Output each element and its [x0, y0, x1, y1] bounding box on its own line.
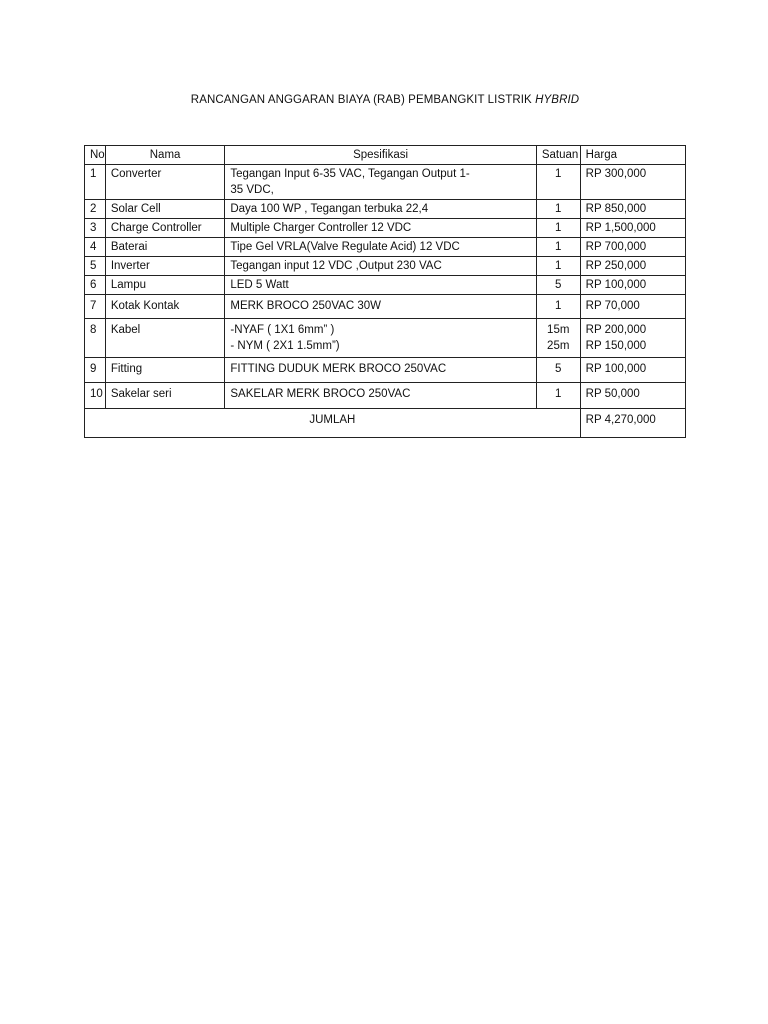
cell-harga-line: RP 300,000 — [585, 168, 647, 180]
cell-nama — [105, 200, 225, 219]
cell-no-text: 2 — [90, 203, 97, 215]
cell-spesifikasi-line: MERK BROCO 250VAC 30W — [230, 300, 381, 312]
cell-spesifikasi-line: SAKELAR MERK BROCO 250VAC — [230, 388, 411, 400]
cell-harga — [580, 165, 685, 200]
cell-satuan — [536, 219, 580, 238]
cell-spesifikasi — [225, 358, 536, 383]
cell-no — [85, 383, 106, 409]
cell-harga — [580, 238, 685, 257]
cell-spesifikasi — [225, 276, 536, 295]
cell-satuan — [536, 276, 580, 295]
title-italic: HYBRID — [535, 94, 580, 106]
cell-no-text: 5 — [90, 260, 97, 272]
cell-spesifikasi-line: Tipe Gel VRLA(Valve Regulate Acid) 12 VDC — [230, 241, 460, 253]
cell-spesifikasi — [225, 319, 536, 358]
cell-harga-line: RP 100,000 — [585, 279, 647, 291]
cell-harga-line: RP 700,000 — [585, 241, 647, 253]
cell-nama — [105, 295, 225, 319]
cell-harga-line: RP 50,000 — [585, 388, 640, 400]
cell-satuan — [536, 383, 580, 409]
rab-table — [84, 145, 686, 438]
cell-nama — [105, 276, 225, 295]
table-row — [85, 319, 686, 358]
table-row — [85, 358, 686, 383]
total-row — [85, 409, 686, 438]
cell-harga-line: RP 200,000 — [585, 324, 647, 336]
cell-no — [85, 295, 106, 319]
cell-no-text: 6 — [90, 279, 97, 291]
cell-satuan — [536, 295, 580, 319]
cell-spesifikasi-line: Daya 100 WP , Tegangan terbuka 22,4 — [230, 203, 429, 215]
cell-nama — [105, 219, 225, 238]
cell-satuan — [536, 238, 580, 257]
cell-satuan-line: 25m — [547, 340, 570, 352]
cell-harga-line: RP 100,000 — [585, 363, 647, 375]
cell-satuan-line: 1 — [555, 222, 562, 234]
cell-harga — [580, 276, 685, 295]
cell-satuan-line: 1 — [555, 300, 562, 312]
header-nama: Nama — [105, 146, 225, 165]
cell-harga — [580, 358, 685, 383]
cell-satuan-line: 1 — [555, 203, 562, 215]
cell-satuan-line: 1 — [555, 241, 562, 253]
cell-no — [85, 319, 106, 358]
document-title — [84, 94, 686, 106]
cell-no-text: 10 — [90, 388, 103, 400]
cell-no-text: 9 — [90, 363, 97, 375]
cell-nama — [105, 319, 225, 358]
cell-harga — [580, 319, 685, 358]
cell-spesifikasi — [225, 257, 536, 276]
cell-nama-text: Inverter — [110, 260, 150, 272]
cell-spesifikasi — [225, 219, 536, 238]
cell-no — [85, 276, 106, 295]
total-label: JUMLAH — [85, 409, 581, 438]
cell-spesifikasi-line: -NYAF ( 1X1 6mm” ) — [230, 324, 335, 336]
cell-nama-text: Kotak Kontak — [110, 300, 180, 312]
cell-spesifikasi-line: 35 VDC, — [230, 184, 274, 196]
cell-no — [85, 200, 106, 219]
table-row — [85, 165, 686, 200]
cell-satuan — [536, 358, 580, 383]
table-row — [85, 238, 686, 257]
cell-nama-text: Converter — [110, 168, 162, 180]
cell-spesifikasi-line: FITTING DUDUK MERK BROCO 250VAC — [230, 363, 447, 375]
header-harga: Harga — [580, 146, 685, 165]
cell-nama — [105, 238, 225, 257]
cell-spesifikasi — [225, 200, 536, 219]
cell-satuan-line: 15m — [547, 324, 570, 336]
cell-harga — [580, 219, 685, 238]
cell-no-text: 7 — [90, 300, 97, 312]
cell-spesifikasi — [225, 383, 536, 409]
cell-harga — [580, 200, 685, 219]
cell-no-text: 1 — [90, 168, 97, 180]
cell-satuan-line: 5 — [555, 363, 562, 375]
cell-spesifikasi-line: Tegangan Input 6-35 VAC, Tegangan Output 1- — [230, 168, 470, 180]
cell-satuan-line: 1 — [555, 388, 562, 400]
cell-satuan — [536, 200, 580, 219]
header-spesifikasi: Spesifikasi — [225, 146, 536, 165]
table-row — [85, 257, 686, 276]
cell-nama-text: Kabel — [110, 324, 141, 336]
table-row — [85, 276, 686, 295]
cell-nama-text: Solar Cell — [110, 203, 161, 215]
cell-nama — [105, 358, 225, 383]
cell-no — [85, 165, 106, 200]
cell-spesifikasi — [225, 165, 536, 200]
cell-harga-line: RP 1,500,000 — [585, 222, 656, 234]
cell-spesifikasi-line: LED 5 Watt — [230, 279, 289, 291]
cell-nama-text: Sakelar seri — [110, 388, 172, 400]
cell-satuan-line: 1 — [555, 168, 562, 180]
cell-nama — [105, 383, 225, 409]
table-body — [85, 165, 686, 409]
cell-harga — [580, 383, 685, 409]
cell-no — [85, 219, 106, 238]
header-no: No — [85, 146, 106, 165]
cell-spesifikasi-line: Tegangan input 12 VDC ,Output 230 VAC — [230, 260, 442, 272]
cell-spesifikasi — [225, 295, 536, 319]
cell-no-text: 4 — [90, 241, 97, 253]
cell-nama — [105, 257, 225, 276]
cell-spesifikasi-line: Multiple Charger Controller 12 VDC — [230, 222, 412, 234]
cell-satuan — [536, 319, 580, 358]
cell-no-text: 3 — [90, 222, 97, 234]
table-row — [85, 219, 686, 238]
cell-nama-text: Baterai — [110, 241, 148, 253]
cell-satuan — [536, 257, 580, 276]
cell-harga-line: RP 250,000 — [585, 260, 647, 272]
table-row — [85, 200, 686, 219]
cell-spesifikasi — [225, 238, 536, 257]
cell-nama-text: Fitting — [110, 363, 143, 375]
cell-satuan-line: 1 — [555, 260, 562, 272]
table-row — [85, 383, 686, 409]
header-satuan: Satuan — [536, 146, 580, 165]
cell-no — [85, 257, 106, 276]
cell-nama-text: Lampu — [110, 279, 146, 291]
title-main: RANCANGAN ANGGARAN BIAYA (RAB) PEMBANGKIT LISTRIK — [190, 94, 536, 106]
cell-no — [85, 358, 106, 383]
table-header-row — [85, 146, 686, 165]
cell-harga-line: RP 70,000 — [585, 300, 640, 312]
cell-no — [85, 238, 106, 257]
cell-satuan — [536, 165, 580, 200]
cell-no-text: 8 — [90, 324, 97, 336]
table-row — [85, 295, 686, 319]
cell-harga-line: RP 150,000 — [585, 340, 647, 352]
total-value: RP 4,270,000 — [580, 409, 685, 438]
cell-nama — [105, 165, 225, 200]
cell-nama-text: Charge Controller — [110, 222, 202, 234]
cell-harga — [580, 295, 685, 319]
cell-harga — [580, 257, 685, 276]
cell-harga-line: RP 850,000 — [585, 203, 647, 215]
cell-satuan-line: 5 — [555, 279, 562, 291]
cell-spesifikasi-line: - NYM ( 2X1 1.5mm”) — [230, 340, 340, 352]
